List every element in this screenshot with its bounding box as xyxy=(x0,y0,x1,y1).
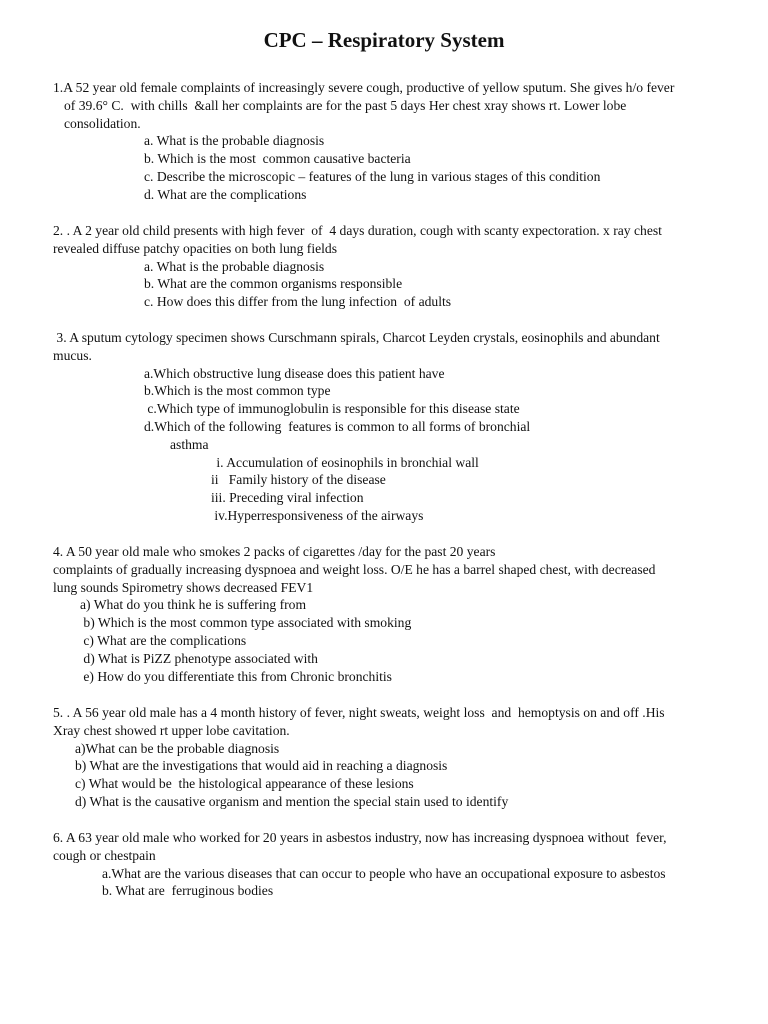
sub-question: b. Which is the most common causative bacteria xyxy=(144,151,411,167)
sub-question: d) What is the causative organism and mention the special stain used to identify xyxy=(75,793,509,809)
sub-question: a)What can be the probable diagnosis xyxy=(75,740,280,756)
question-5 xyxy=(53,704,753,811)
sub-question: c.Which type of immunoglobulin is responsible for this disease state xyxy=(144,401,520,417)
sub-question: a.Which obstructive lung disease does this patient have xyxy=(144,365,445,381)
sub-sub-question: iv.Hyperresponsiveness of the airways xyxy=(211,507,424,523)
sub-question: a. What is the probable diagnosis xyxy=(144,133,325,149)
sub-question: a. What is the probable diagnosis xyxy=(144,258,325,274)
sub-sub-question: ii Family history of the disease xyxy=(211,472,386,488)
sub-question: a) What do you think he is suffering from xyxy=(80,597,307,613)
sub-question: c. How does this differ from the lung infection of adults xyxy=(144,294,452,310)
sub-question: b. What are the common organisms responsible xyxy=(144,276,403,292)
question-text-line: 4. A 50 year old male who smokes 2 packs of cigarettes /day for the past 20 years xyxy=(53,544,496,559)
question-text-line: lung sounds Spirometry shows decreased FEV1 xyxy=(53,579,314,595)
question-text-line: 3. A sputum cytology specimen shows Curschmann spirals, Charcot Leyden crystals, eosinophils and abundant xyxy=(53,330,660,345)
question-text-line: 2. . A 2 year old child presents with high fever of 4 days duration, cough with scanty expectoration. x ray chest xyxy=(53,223,662,238)
sub-question: c. Describe the microscopic – features of the lung in various stages of this condition xyxy=(144,168,601,184)
sub-question: d) What is PiZZ phenotype associated with xyxy=(80,650,318,666)
sub-question: c) What are the complications xyxy=(80,632,247,648)
sub-question: b) What are the investigations that would aid in reaching a diagnosis xyxy=(75,758,448,774)
sub-sub-question: i. Accumulation of eosinophils in bronchial wall xyxy=(213,454,479,470)
sub-question: a.What are the various diseases that can occur to people who have an occupational exposure to asbestos xyxy=(102,865,666,881)
question-text-line: of 39.6° C. with chills &all her complaints are for the past 5 days Her chest xray shows rt. Lower lobe xyxy=(64,97,627,113)
question-text-line: complaints of gradually increasing dyspnoea and weight loss. O/E he has a barrel shaped chest, with decreased xyxy=(53,561,656,577)
sub-question: c) What would be the histological appearance of these lesions xyxy=(75,776,414,792)
sub-question: d.Which of the following features is common to all forms of bronchial xyxy=(144,418,531,434)
question-text-line: mucus. xyxy=(53,347,92,363)
sub-question: asthma xyxy=(170,436,209,452)
question-3 xyxy=(53,329,753,525)
question-2 xyxy=(53,222,753,311)
sub-question: d. What are the complications xyxy=(144,186,307,202)
question-text-line: Xray chest showed rt upper lobe cavitation. xyxy=(53,722,290,738)
sub-question: e) How do you differentiate this from Chronic bronchitis xyxy=(80,668,392,684)
question-text-line: 5. . A 56 year old male has a 4 month history of fever, night sweats, weight loss and hemoptysis on and off .His xyxy=(53,705,665,720)
question-1 xyxy=(53,79,753,204)
question-text-line: revealed diffuse patchy opacities on both lung fields xyxy=(53,240,338,256)
sub-sub-question: iii. Preceding viral infection xyxy=(211,490,364,506)
question-4 xyxy=(53,543,753,685)
question-6 xyxy=(53,829,753,900)
question-text-line: 1.A 52 year old female complaints of increasingly severe cough, productive of yellow sputum. She gives h/o fever xyxy=(53,80,675,95)
sub-question: b.Which is the most common type xyxy=(144,383,331,399)
question-text-line: 6. A 63 year old male who worked for 20 years in asbestos industry, now has increasing dyspnoea without fever, xyxy=(53,830,667,845)
page-title: CPC – Respiratory System xyxy=(263,28,505,52)
sub-question: b. What are ferruginous bodies xyxy=(102,883,274,899)
question-text-line: cough or chestpain xyxy=(53,847,156,863)
question-text-line: consolidation. xyxy=(64,115,141,131)
sub-question: b) Which is the most common type associated with smoking xyxy=(80,615,412,631)
